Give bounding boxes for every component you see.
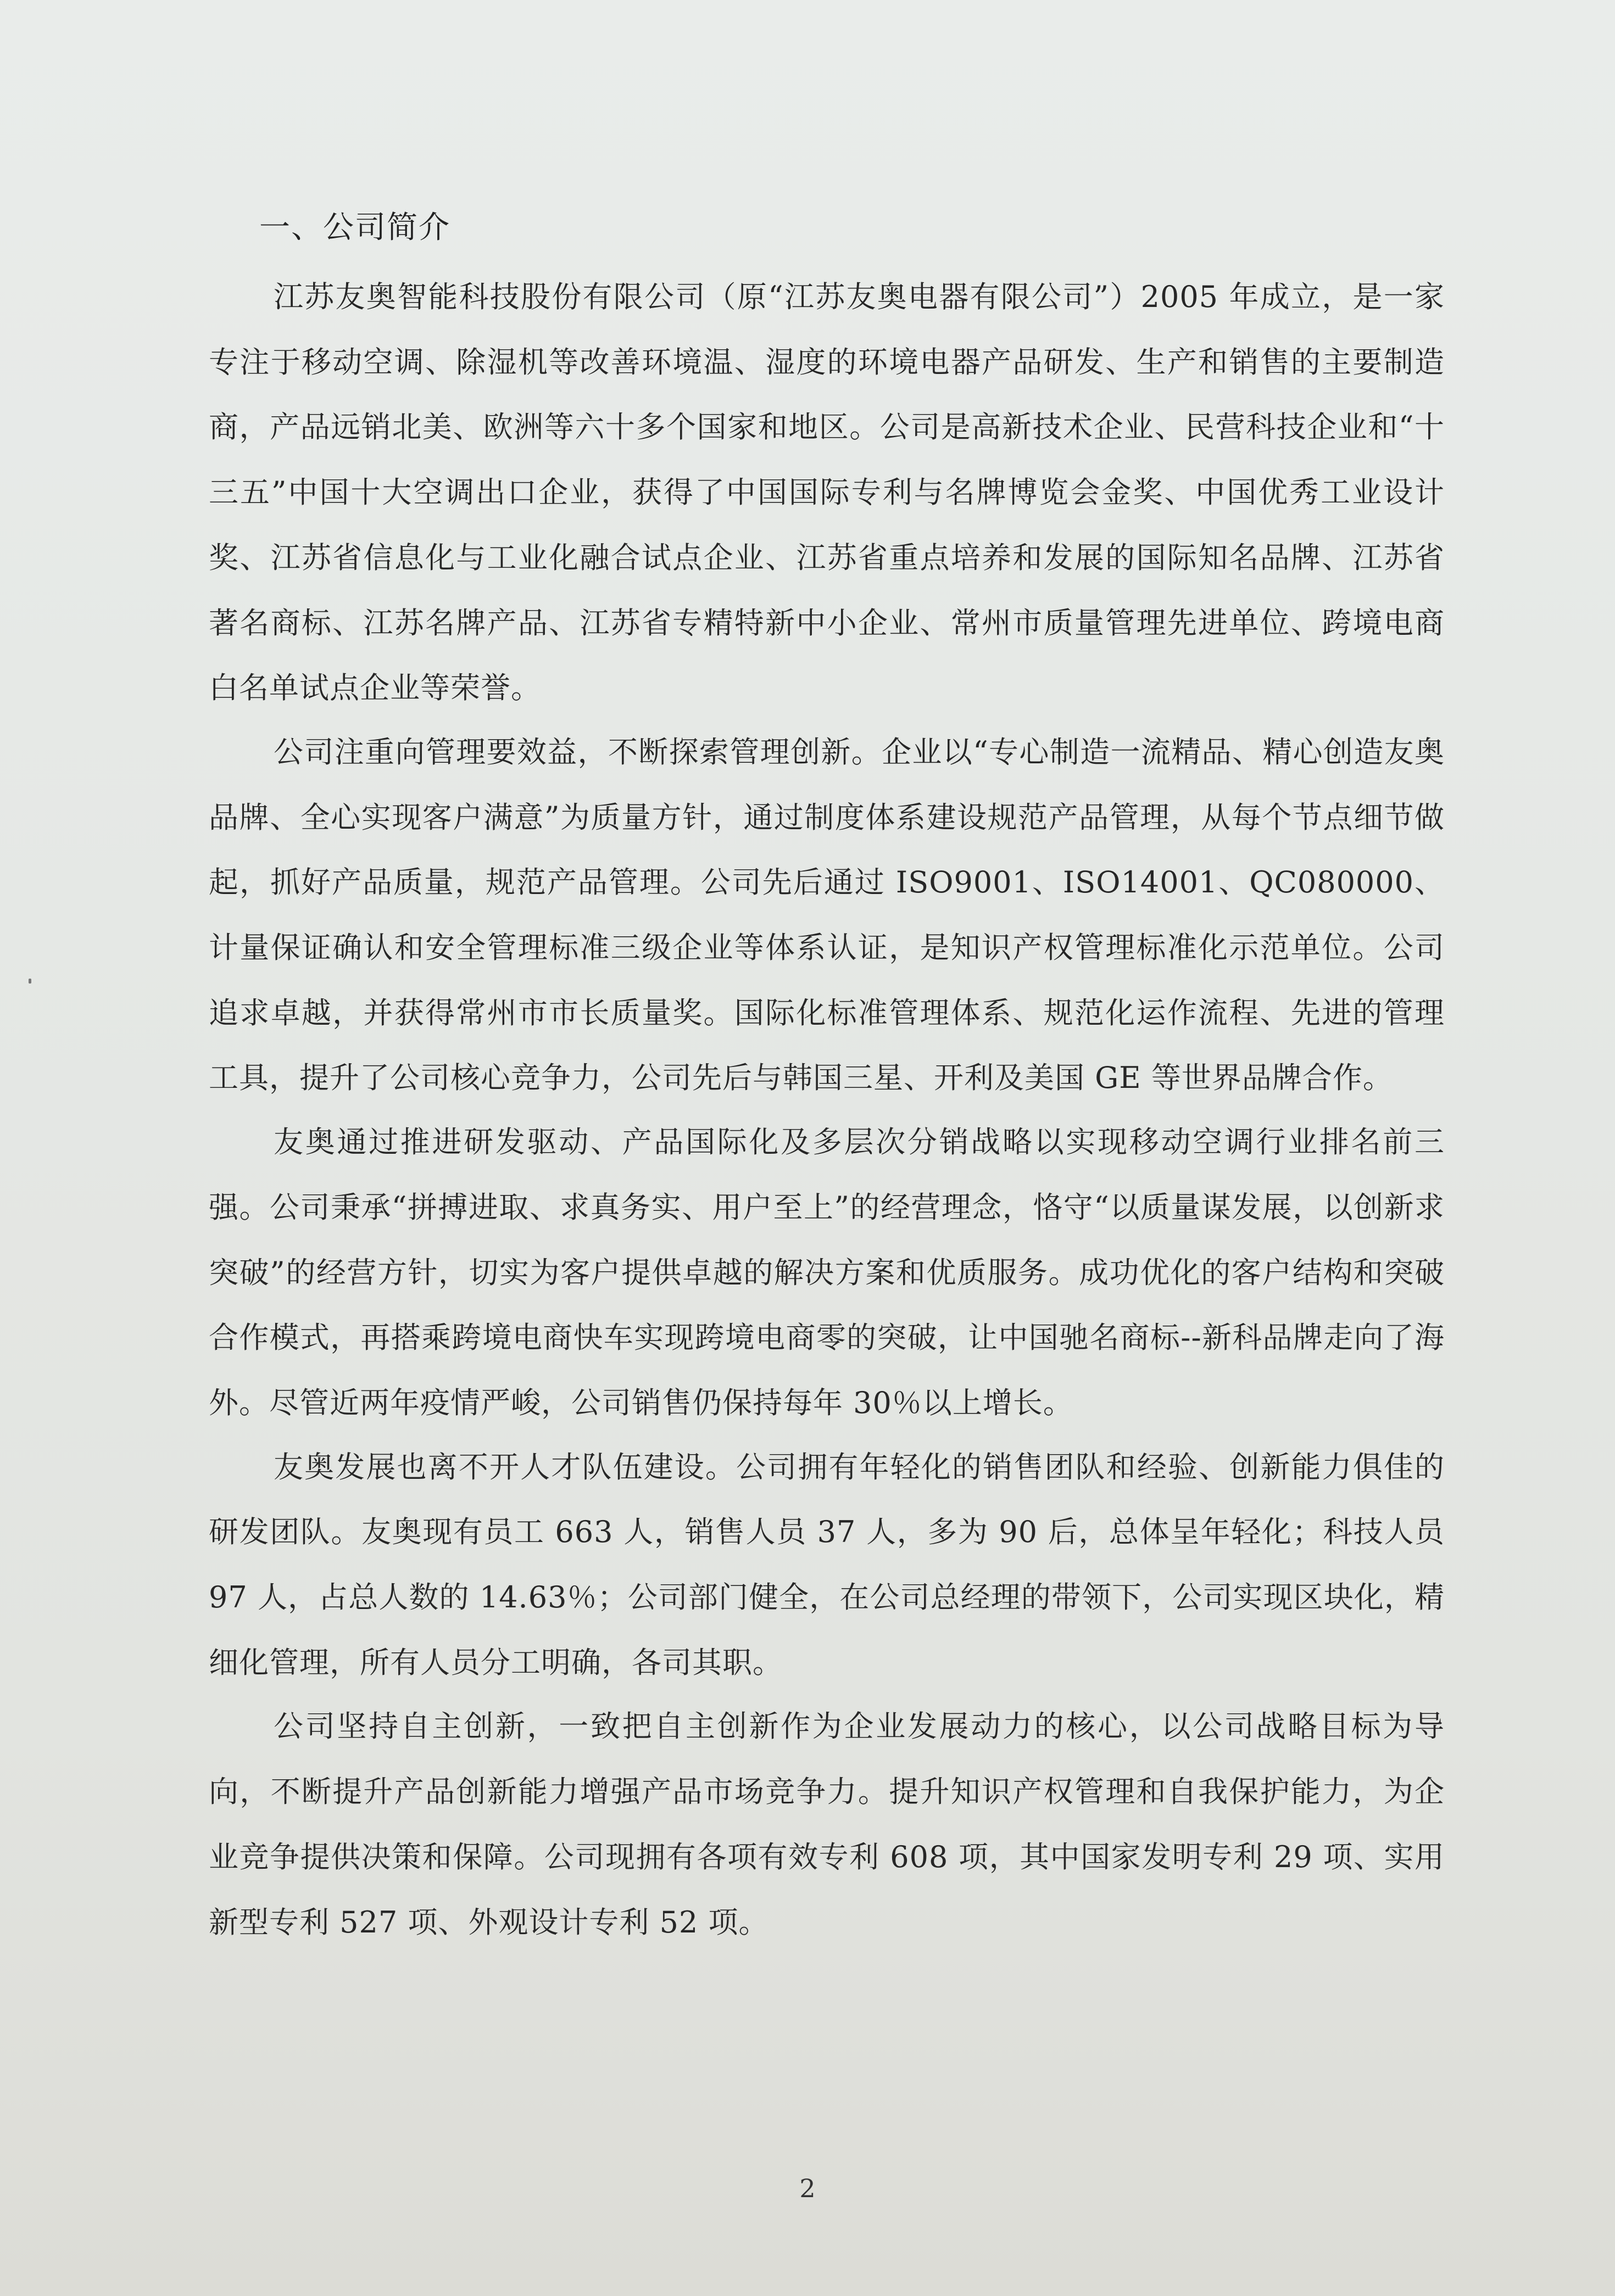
paragraph-company-intro: 江苏友奥智能科技股份有限公司（原“江苏友奥电器有限公司”）2005 年成立，是一家专注于移动空调、除湿机等改善环境温、湿度的环境电器产品研发、生产和销售的主要制造商，产品远销北美、欧洲等六十多个国家和地区。公司是高新技术企业、民营科技企业和“十三五”中国十大空调出口企业，获得了中国国际专利与名牌博览会金奖、中国优秀工业设计奖、江苏省信息化与工业化融合试点企业、江苏省重点培养和发展的国际知名品牌、江苏省著名商标、江苏名牌产品、江苏省专精特新中小企业、常州市质量管理先进单位、跨境电商白名单试点企业等荣誉。 [209, 280, 1445, 706]
section-heading: 一、公司简介 [259, 210, 450, 245]
paper-speck [29, 979, 31, 984]
paragraph-talent: 友奥发展也离不开人才队伍建设。公司拥有年轻化的销售团队和经验、创新能力俱佳的研发团队。友奥现有员工 663 人，销售人员 37 人，多为 90 后，总体呈年轻化；科技人员 97 人，占总人数的 14.63％；公司部门健全，在公司总经理的带领下，公司实现区块化，精细化管理，所有人员分工明确，各司其职。 [209, 1449, 1445, 1680]
paragraph-management: 公司注重向管理要效益，不断探索管理创新。企业以“专心制造一流精品、精心创造友奥品牌、全心实现客户满意”为质量方针，通过制度体系建设规范产品管理，从每个节点细节做起，抓好产品质量，规范产品管理。公司先后通过 ISO9001、ISO14001、QC080000、计量保证确认和安全管理标准三级企业等体系认证，是知识产权管理标准化示范单位。公司追求卓越，并获得常州市市长质量奖。国际化标准管理体系、规范化运作流程、先进的管理工具，提升了公司核心竞争力，公司先后与韩国三星、开利及美国 GE 等世界品牌合作。 [209, 734, 1445, 1096]
page-number: 2 [799, 2174, 816, 2203]
paragraph-innovation: 公司坚持自主创新，一致把自主创新作为企业发展动力的核心，以公司战略目标为导向，不断提升产品创新能力增强产品市场竞争力。提升知识产权管理和自我保护能力，为企业竞争提供决策和保障。公司现拥有各项有效专利 608 项，其中国家发明专利 29 项、实用新型专利 527 项、外观设计专利 52 项。 [209, 1709, 1445, 1940]
body-text [209, 265, 1445, 1954]
paragraph-strategy: 友奥通过推进研发驱动、产品国际化及多层次分销战略以实现移动空调行业排名前三强。公司秉承“拼搏进取、求真务实、用户至上”的经营理念，恪守“以质量谋发展，以创新求突破”的经营方针，切实为客户提供卓越的解决方案和优质服务。成功优化的客户结构和突破合作模式，再搭乘跨境电商快车实现跨境电商零的突破，让中国驰名商标--新科品牌走向了海外。尽管近两年疫情严峻，公司销售仍保持每年 30％以上增长。 [209, 1125, 1445, 1420]
